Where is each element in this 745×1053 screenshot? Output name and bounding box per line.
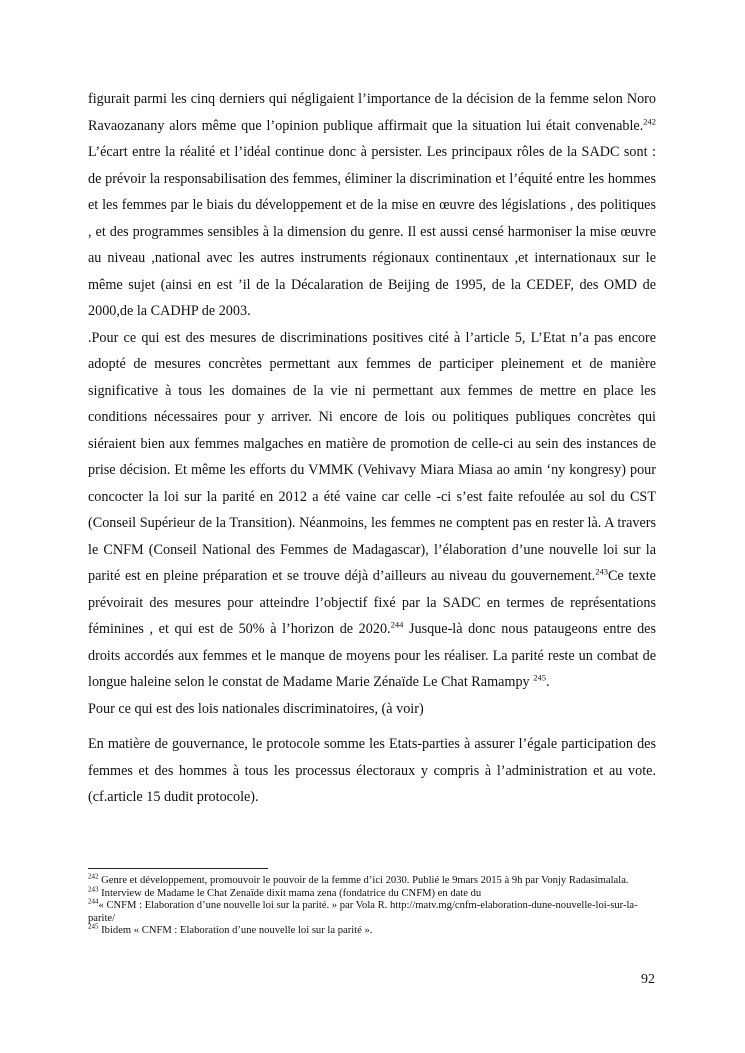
page-number: 92	[641, 972, 655, 987]
footnote-text: Genre et développement, promouvoir le pouvoir de la femme d’ici 2030. Publié le 9mars 2015 à 9h par Vonjy Radasimalala.	[98, 875, 629, 886]
footnote-text[interactable]: « CNFM : Elaboration d’une nouvelle loi sur la parité. » par Vola R. http://matv.mg/cnfm-elaboration-dune-nouvelle-loi-sur-la-parite/	[88, 900, 638, 924]
footnote-ref-243[interactable]: 243	[595, 566, 608, 577]
footnote-244	[88, 897, 660, 925]
paragraph-text: .Pour ce qui est des mesures de discriminations positives cité à l’article 5, L’Etat n’a pas encore adopté de mesures concrètes permettant aux femmes de participer pleinement et de manière significative à tous les domaines de la vie ni permettant aux femmes de mettre en place les conditions nécessaires pour y arriver. Ni encore de lois ou politiques publiques concrètes qui siéraient bien aux femmes malgaches en matière de promotion de celle-ci au sein des instances de prise décision. Et même les efforts du VMMK (Vehivavy Miara Miasa ao amin ‘ny kongresy) pour concocter la loi sur la parité en 2012 a été vaine car celle -ci s’est faite refoulée au sol du CST (Conseil Supérieur de la Transition). Néanmoins, les femmes ne comptent pas en rester là. A travers le CNFM (Conseil National des Femmes de Madagascar), l’élaboration d’une nouvelle loi sur la parité est en pleine préparation et se trouve déjà d’ailleurs au niveau du gouvernement.	[88, 329, 656, 584]
paragraph-text: Ce texte prévoirait des mesures pour atteindre l’objectif fixé par la SADC en termes de représentations féminines , et qui est de 50% à l’horizon de 2020.	[88, 568, 656, 637]
footnote-242	[88, 872, 660, 888]
footnote-number: 245	[88, 922, 99, 931]
document-body	[88, 86, 656, 811]
paragraph-text: L’écart entre la réalité et l’idéal continue donc à persister. Les principaux rôles de la SADC sont : de prévoir la responsabilisation des femmes, éliminer la discrimination et l’équité entre les hommes et les femmes par le biais du développement et de la mise en œuvre des législations , des politiques , et des programmes sensibles à la dimension du genre. Il est aussi censé harmoniser la mise œuvre au niveau ,national avec les autres instruments régionaux continentaux ,et internationaux sur le même sujet (ainsi en est ’il de la Décalaration de Beijing de 1995, de la CEDEF, des OMD de 2000,de la CADHP de 2003.	[88, 144, 656, 319]
paragraph-national-laws: Pour ce qui est des lois nationales discriminatoires, (à voir)	[88, 700, 424, 717]
footnote-ref-244[interactable]: 244	[390, 619, 404, 630]
footnote-245	[88, 922, 660, 938]
paragraph-text: figurait parmi les cinq derniers qui négligaient l’importance de la décision de la femme selon Noro Ravaozanany alors même que l’opinion publique affirmait que la situation lui était convenable.	[88, 91, 656, 134]
paragraph-governance: En matière de gouvernance, le protocole somme les Etats-parties à assurer l’égale participation des femmes et des hommes à tous les processus électoraux y compris à l’administration et au vote. (cf.article 15 dudit protocole).	[88, 736, 656, 805]
paragraph-text: Jusque-là donc nous pataugeons entre des droits accordés aux femmes et le manque de moyens pour les réaliser. La parité reste un combat de longue haleine selon le constat de Madame Marie Zénaïde Le Chat Ramampy	[88, 621, 656, 690]
footnote-ref-245[interactable]: 245	[533, 672, 546, 683]
footnote-text: Interview de Madame le Chat Zenaïde dixit mama zena (fondatrice du CNFM) en date du	[98, 887, 482, 899]
footnote-number: 243	[88, 885, 99, 894]
paragraph-sadc-roles	[88, 86, 656, 325]
footnote-243	[88, 885, 660, 901]
paragraph-text: .	[545, 674, 550, 690]
footnote-number: 242	[88, 872, 99, 881]
footnote-text: Ibidem « CNFM : Elaboration d’une nouvelle loi sur la parité ».	[98, 925, 373, 937]
footnote-number: 244	[88, 897, 99, 906]
paragraph-positive-discrimination	[88, 325, 656, 696]
footnote-separator	[88, 868, 268, 869]
footnote-ref-242[interactable]: 242	[643, 115, 656, 126]
footnotes	[88, 872, 660, 938]
